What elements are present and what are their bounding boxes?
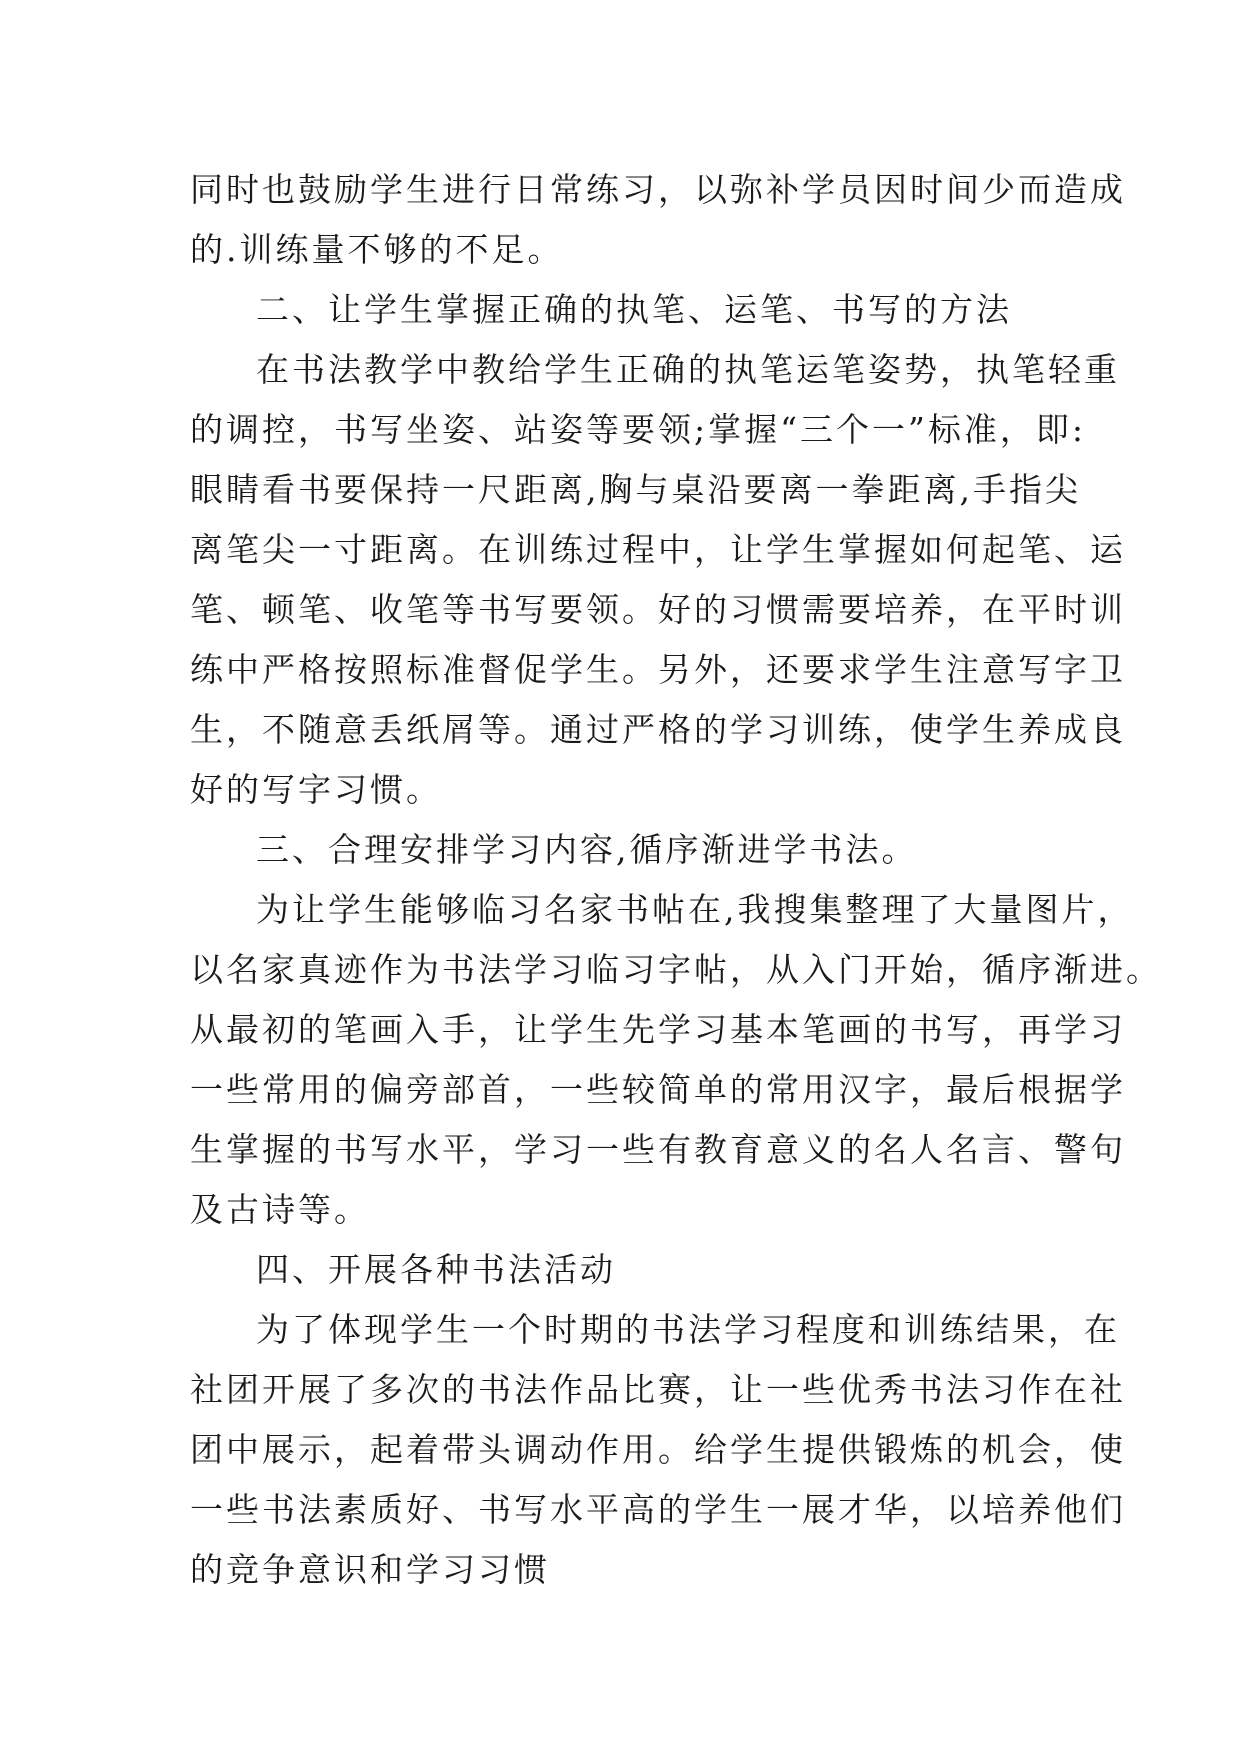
- text-line: 的.训练量不够的不足。: [190, 230, 564, 269]
- text-line: 团中展示，起着带头调动作用。给学生提供锻炼的机会，使: [190, 1430, 1126, 1469]
- text-line: 好的写字习惯。: [190, 770, 442, 809]
- text-line: 笔、顿笔、收笔等书写要领。好的习惯需要培养，在平时训: [190, 590, 1126, 629]
- text-line: 在书法教学中教给学生正确的执笔运笔姿势，执笔轻重: [256, 350, 1120, 389]
- text-line: 从最初的笔画入手，让学生先学习基本笔画的书写，再学习: [190, 1010, 1126, 1049]
- text-line: 三、合理安排学习内容,循序渐进学书法。: [256, 830, 918, 869]
- text-line: 二、让学生掌握正确的执笔、运笔、书写的方法: [256, 290, 1012, 329]
- text-line: 生，不随意丢纸屑等。通过严格的学习训练，使学生养成良: [190, 710, 1126, 749]
- text-line: 为了体现学生一个时期的书法学习程度和训练结果，在: [256, 1310, 1120, 1349]
- text-line: 离笔尖一寸距离。在训练过程中，让学生掌握如何起笔、运: [190, 530, 1126, 569]
- text-line: 社团开展了多次的书法作品比赛，让一些优秀书法习作在社: [190, 1370, 1126, 1409]
- text-line: 同时也鼓励学生进行日常练习，以弥补学员因时间少而造成: [190, 170, 1126, 209]
- text-line: 练中严格按照标准督促学生。另外，还要求学生注意写字卫: [190, 650, 1126, 689]
- text-line: 一些书法素质好、书写水平高的学生一展才华，以培养他们: [190, 1490, 1126, 1529]
- text-line: 的调控，书写坐姿、站姿等要领;掌握“三个一”标准，即:: [190, 410, 1086, 449]
- text-line: 以名家真迹作为书法学习临习字帖，从入门开始，循序渐进。: [190, 950, 1162, 989]
- text-line: 生掌握的书写水平，学习一些有教育意义的名人名言、警句: [190, 1130, 1126, 1169]
- document-body: [190, 160, 1162, 1600]
- text-line: 眼睛看书要保持一尺距离,胸与桌沿要离一拳距离,手指尖: [190, 470, 1081, 509]
- text-line: 四、开展各种书法活动: [256, 1250, 616, 1289]
- text-line: 的竞争意识和学习习惯: [190, 1550, 550, 1589]
- text-line: 及古诗等。: [190, 1190, 370, 1229]
- text-line: 为让学生能够临习名家书帖在,我搜集整理了大量图片，: [256, 890, 1134, 929]
- text-line: 一些常用的偏旁部首，一些较简单的常用汉字，最后根据学: [190, 1070, 1126, 1109]
